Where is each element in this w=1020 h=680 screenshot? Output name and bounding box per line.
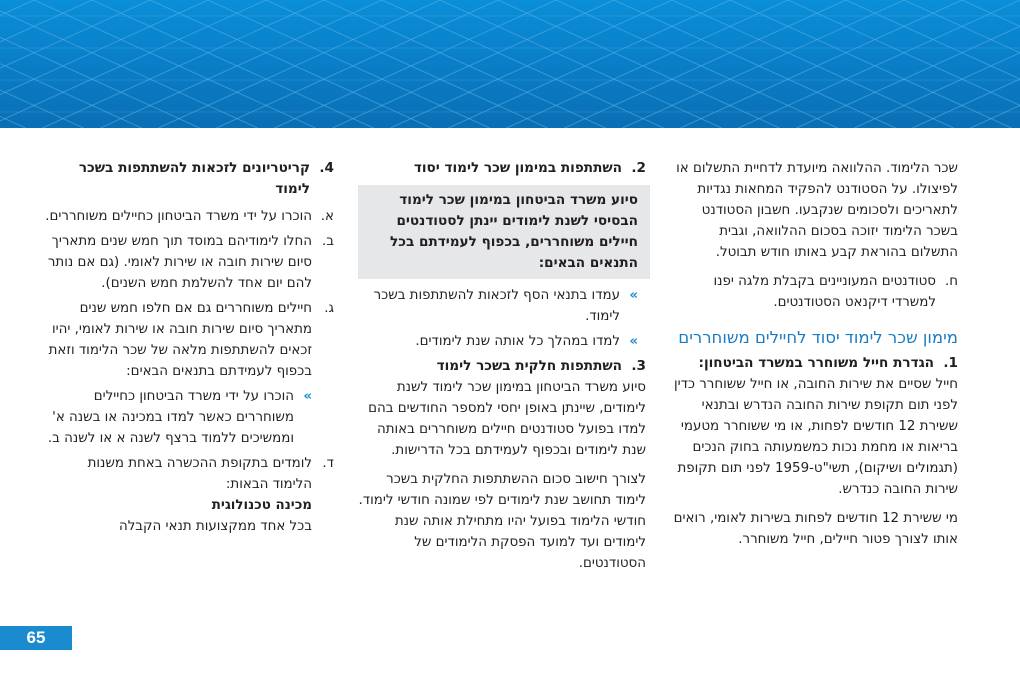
heading-number: 2. [631,160,646,176]
sub-item-text: בכל אחד ממקצועות תנאי הקבלה [118,519,312,534]
criteria-item-g [44,298,334,382]
sub-item-title: מכינה טכנולוגית [211,498,312,513]
heading-number: 4. [319,160,334,176]
list-text: חיילים משוחררים גם אם חלפו חמש שנים מתאריך סיום שירות חובה או שירות לאומי, יהיו זכאים להשתתפות מלאה של שכר הלימוד וזאת בכפוף לעמידתם בתנאים הבאים: [48,301,312,379]
left-column [44,158,334,541]
definition-paragraph: חייל שסיים את שירות החובה, או חייל ששוחרר כדין לפני תום תקופת שירות החובה הנדרש ובתנאי ששירת 12 חודשים לפחות, או מי ששוחרר מטעמי בריאות או מחמת נכות כמשמעותה בחוק הנכים (תגמולים ושיקום), תשי"ט-1959 לפני תום תקופת שירות החובה כנדרש. [673,377,958,497]
bullet-item [358,331,646,352]
heading-number: 3. [631,358,646,374]
heading-text: השתתפות במימון שכר לימוד יסוד [413,160,622,176]
list-text: סטודנטים המעוניינים בקבלת מלגה יפנו למשרדי דיקנאט הסטודנטים. [713,274,936,310]
criteria-item-b [44,231,334,294]
list-item-h [672,271,958,313]
list-text [44,453,312,537]
criteria-item-a [44,206,334,227]
middle-column [358,158,646,582]
subsection-heading-2 [358,158,646,179]
bullet-item [358,285,646,327]
list-label: ג. [324,301,334,316]
heading-text: קריטריונים לזכאות להשתתפות בשכר לימוד [78,160,310,197]
header-banner [0,0,1020,128]
chevron-bullet-icon: » [629,288,638,303]
list-label: א. [320,209,334,224]
national-service-paragraph: מי ששירת 12 חודשים לפחות בשירות לאומי, רואים אותו לצורך פטור חיילים, חייל משוחרר. [673,511,958,547]
bullet-text: עמדו בתנאי הסף לזכאות להשתתפות בשכר לימוד. [373,288,620,324]
intro-paragraph: שכר הלימוד. ההלוואה מיועדת לדחיית התשלום או לפיצולו. על הסטודנט להפקיד המחאות נגדיות לתאריכים ולסכומים שנקבעו. חשבון הסטודנט בשכר הלימוד יזוכה בסכום ההלוואה, וגבית התשלום בהוראת קבע באותו חודש תבוטל. [676,161,958,260]
criteria-item-d [44,453,334,537]
list-label: ב. [322,234,334,249]
chevron-bullet-icon: » [303,389,312,404]
heading-text: השתתפות חלקית בשכר לימוד [436,358,622,374]
page-number: 65 [0,626,72,650]
heading-number: 1. [943,355,958,371]
subsection-heading-4 [44,158,334,200]
list-text: החלו לימודיהם במוסד תוך חמש שנים מתאריך סיום שירות חובה או שירות לאומי. (גם אם נותר להם יום אחד להשלמת חמש השנים). [47,234,312,291]
list-label: ח. [944,274,958,289]
right-column [672,158,958,558]
bullet-item [44,386,334,449]
subsection-heading-3 [358,356,646,377]
bullet-text: למדו במהלך כל אותה שנת לימודים. [415,334,620,349]
subsection-heading-1 [672,353,958,374]
diamond-pattern [0,0,1020,128]
partial-funding-paragraph: סיוע משרד הביטחון במימון שכר לימוד לשנת לימודים, שיינתן באופן יחסי למספר החודשים בהם למדו בפועל סטודנטים חיילים משוחררים באותה שנת לימודים ובכפוף לעמידתם בכל הדרישות. [368,380,646,458]
chevron-bullet-icon: » [629,334,638,349]
list-text-main: לומדים בתקופת ההכשרה באחת משנות הלימוד הבאות: [87,456,312,492]
bullet-text: הוכרו על ידי משרד הביטחון כחיילים משוחררים כאשר למדו במכינה או בשנה א' וממשיכים ללמוד ברצף לשנה א או לשנה ב. [47,389,294,446]
highlight-box: סיוע משרד הביטחון במימון שכר לימוד הבסיסי לשנת לימודים יינתן לסטודנטים חיילים משוחררים, בכפוף לעמידתם בכל התנאים הבאים: [358,185,650,279]
section-title: מימון שכר לימוד יסוד לחיילים משוחררים [678,328,958,347]
list-label: ד. [322,456,334,471]
heading-text: הגדרת חייל משוחרר במשרד הביטחון: [698,355,934,371]
calculation-paragraph: לצורך חישוב סכום ההשתתפות החלקית בשכר לימוד תחושב שנת לימודים לפי שמונה חודשי לימוד. חודשי הלימוד בפועל יהיו מתחילת אותה שנת לימודים ועד למועד הפסקת הלימודים של הסטודנטים. [358,472,646,571]
list-text: הוכרו על ידי משרד הביטחון כחיילים משוחררים. [45,209,312,224]
